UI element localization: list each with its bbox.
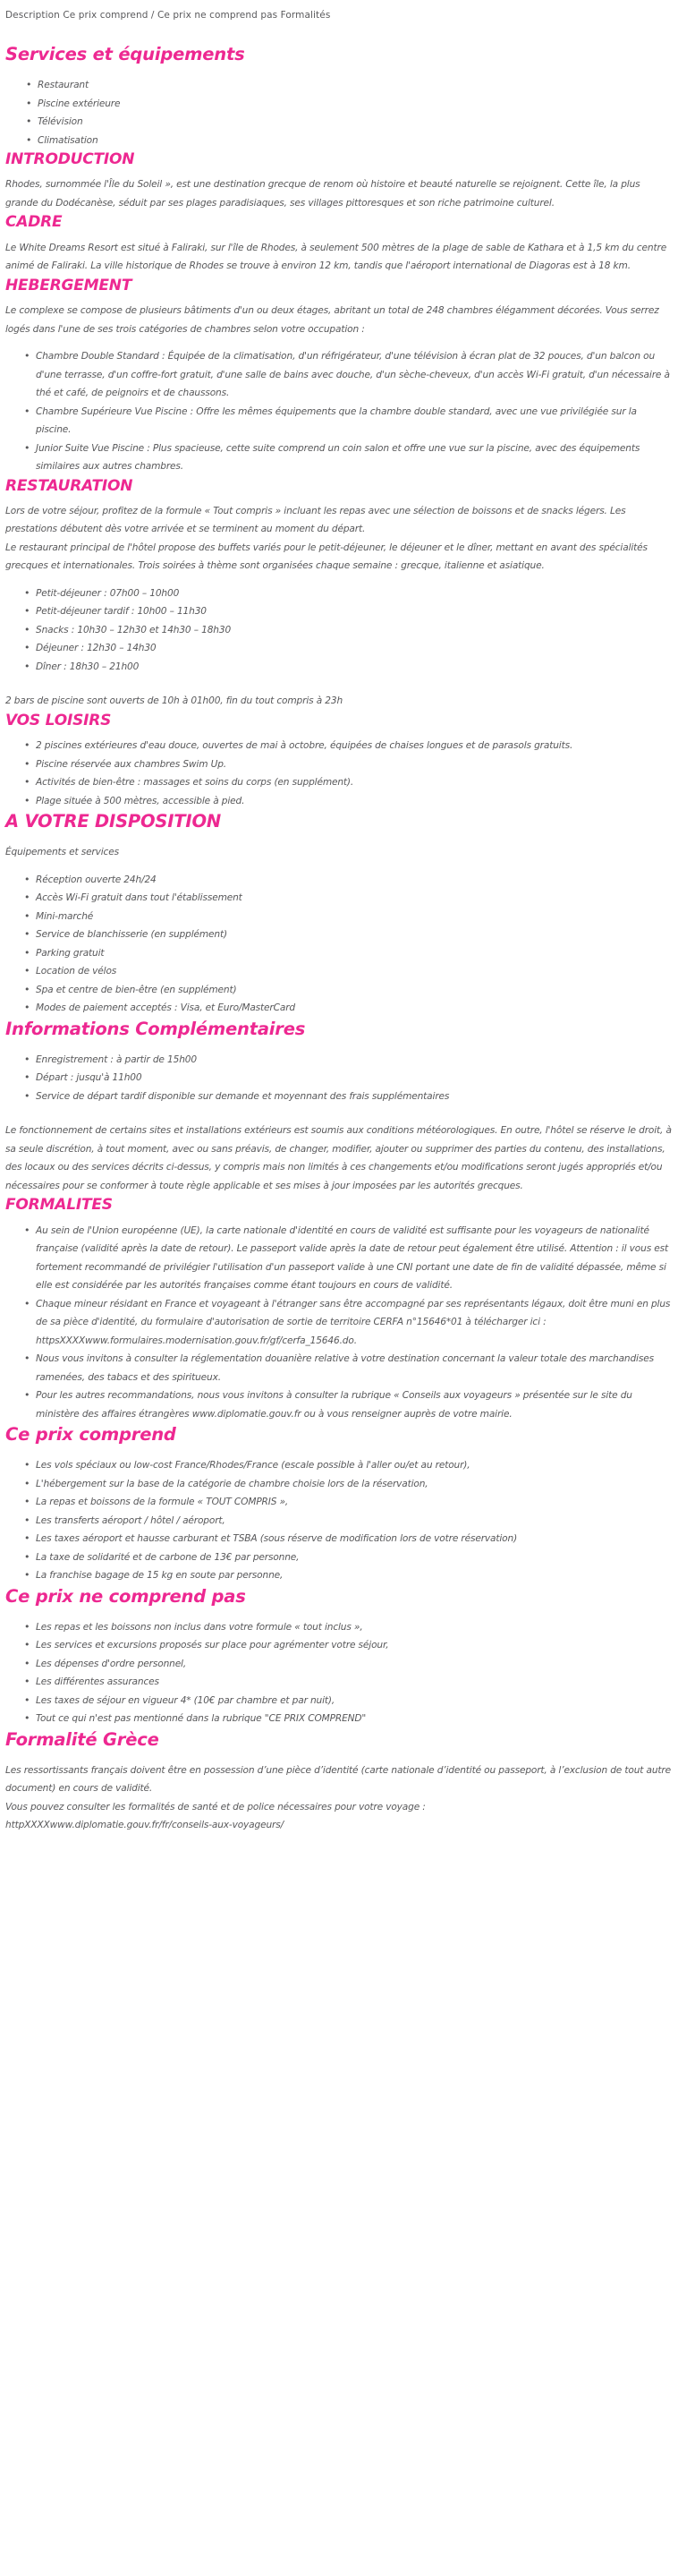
section-disposition xyxy=(5,812,673,1018)
list-item: • Chambre Supérieure Vue Piscine : Offre les mêmes équipements que la chambre double standard, avec une vue privilégiée sur la piscine. xyxy=(36,403,673,439)
list-item: • Service de départ tardif disponible sur demande et moyennant des frais supplémentaires xyxy=(36,1088,673,1106)
formalites-list xyxy=(5,1222,673,1424)
section-heading-formalite-grece: Formalité Grèce xyxy=(5,1728,159,1750)
section-introduction xyxy=(5,151,673,212)
list-item: • Les services et excursions proposés sur place pour agrémenter votre séjour, xyxy=(36,1636,673,1655)
section-heading-introduction: INTRODUCTION xyxy=(5,150,135,169)
prix-ne-comprend-pas-list xyxy=(5,1618,673,1728)
list-item: • Plage située à 500 mètres, accessible à pied. xyxy=(36,792,673,811)
paragraph: Vous pouvez consulter les formalités de santé et de police nécessaires pour votre voyage : xyxy=(5,1801,426,1813)
section-heading-hebergement: HEBERGEMENT xyxy=(5,276,132,294)
section-restauration xyxy=(5,478,673,711)
list-item: • La repas et boissons de la formule « TOUT COMPRIS », xyxy=(36,1493,673,1512)
list-item: • Chaque mineur résidant en France et voyageant à l'étranger sans être accompagné par ses représentants légaux, doit être muni en plus de sa pièce d'identité, du formulaire d'autorisation de sortie de territoire CERFA n°15646*01 à télécharger ici : httpsXXXXwww.formulaires.modernisation.gouv.fr/gf/cerfa_15646.do. xyxy=(36,1295,673,1351)
list-item: • Petit-déjeuner : 07h00 – 10h00 xyxy=(36,584,673,603)
list-item: • Piscine extérieure xyxy=(38,95,673,114)
restauration-footnote: 2 bars de piscine sont ouverts de 10h à 01h00, fin du tout compris à 23h xyxy=(5,695,343,707)
section-prix-ne-comprend-pas xyxy=(5,1587,673,1728)
section-prix-comprend xyxy=(5,1425,673,1585)
list-item: • Enregistrement : à partir de 15h00 xyxy=(36,1051,673,1070)
disposition-subtitle: Équipements et services xyxy=(5,847,119,858)
infos-list xyxy=(5,1051,673,1106)
list-item: • Les dépenses d'ordre personnel, xyxy=(36,1655,673,1674)
breadcrumb: Description Ce prix comprend / Ce prix ne comprend pas Formalités xyxy=(5,10,331,21)
section-heading-cadre: CADRE xyxy=(5,213,63,232)
list-item: • Pour les autres recommandations, nous vous invitons à consulter la rubrique « Conseils aux voyageurs » présentée sur le site du ministère des affaires étrangères www.diplomatie.gouv.fr ou à vous renseigner auprès de votre mairie. xyxy=(36,1386,673,1423)
paragraph: Le restaurant principal de l'hôtel propose des buffets variés pour le petit-déjeuner, le déjeuner et le dîner, mettant en avant des spécialités grecques et internationales. Trois soirées à thème sont organisées chaque semaine : grecque, italienne et asiatique. xyxy=(5,542,648,572)
diplomatie-link[interactable]: httpXXXXwww.diplomatie.gouv.fr/fr/conseils-aux-voyageurs/ xyxy=(5,1820,284,1831)
list-item: • Au sein de l'Union européenne (UE), la carte nationale d'identité en cours de validité est suffisante pour les voyageurs de nationalité française (validité après la date de retour). Le passeport valide après la date de retour peut également être utilisé. Attention : il vous est fortement recommandé de privilégier l'utilisation d'un passeport valide à une CNI portant une date de fin de validité dépassée, même si elle est considérée par les autorités françaises comme étant toujours en cours de validité. xyxy=(36,1222,673,1295)
list-item: • Junior Suite Vue Piscine : Plus spacieuse, cette suite comprend un coin salon et offre une vue sur la piscine, avec des équipements similaires aux autres chambres. xyxy=(36,439,673,476)
section-loisirs xyxy=(5,712,673,810)
paragraph: Lors de votre séjour, profitez de la formule « Tout compris » incluant les repas avec une sélection de boissons et de snacks légers. Les prestations débutent dès votre arrivée et se terminent au moment du départ. xyxy=(5,505,626,535)
section-cadre xyxy=(5,214,673,275)
list-item: • Activités de bien-être : massages et soins du corps (en supplément). xyxy=(36,773,673,792)
section-infos-complementaires xyxy=(5,1019,673,1196)
services-list xyxy=(5,76,673,149)
list-item: • Service de blanchisserie (en supplément) xyxy=(36,925,673,944)
section-services xyxy=(5,45,673,149)
list-item: • Réception ouverte 24h/24 xyxy=(36,871,673,890)
paragraph: Rhodes, surnommée l'Île du Soleil », est une destination grecque de renom où histoire et beauté naturelle se rejoignent. Cette île, la plus grande du Dodécanèse, séduit par ses plages paradisiaques, ses villages pittoresques et son riche patrimoine culturel. xyxy=(5,179,640,209)
list-item: • Les transferts aéroport / hôtel / aéroport, xyxy=(36,1512,673,1531)
section-heading-loisirs: VOS LOISIRS xyxy=(5,711,112,729)
list-item: • L'hébergement sur la base de la catégorie de chambre choisie lors de la réservation, xyxy=(36,1475,673,1494)
list-item: • Restaurant xyxy=(38,76,673,95)
paragraph: Le White Dreams Resort est situé à Faliraki, sur l'île de Rhodes, à seulement 500 mètres de la plage de sable de Kathara et à 1,5 km du centre animé de Faliraki. La ville historique de Rhodes se trouve à environ 12 km, tandis que l'aéroport international de Diagoras est à 18 km. xyxy=(5,242,667,272)
list-item: • Les vols spéciaux ou low-cost France/Rhodes/France (escale possible à l'aller ou/et au retour), xyxy=(36,1456,673,1475)
section-heading-infos-complementaires: Informations Complémentaires xyxy=(5,1018,306,1039)
disposition-list xyxy=(5,871,673,1018)
list-item: • Les taxes aéroport et hausse carburant et TSBA (sous réserve de modification lors de votre réservation) xyxy=(36,1530,673,1548)
list-item: • 2 piscines extérieures d'eau douce, ouvertes de mai à octobre, équipées de chaises longues et de parasols gratuits. xyxy=(36,737,673,755)
section-heading-services: Services et équipements xyxy=(5,44,245,64)
list-item: • La taxe de solidarité et de carbone de 13€ par personne, xyxy=(36,1548,673,1567)
prix-comprend-list xyxy=(5,1456,673,1585)
section-heading-disposition: A VOTRE DISPOSITION xyxy=(5,811,221,832)
list-item: • Départ : jusqu'à 11h00 xyxy=(36,1069,673,1088)
restauration-schedule-list xyxy=(5,584,673,677)
paragraph: Les ressortissants français doivent être en possession d’une pièce d’identité (carte nationale d’identité ou passeport, à l’exclusion de tout autre document) en cours de validité. xyxy=(5,1764,671,1795)
section-heading-formalites: FORMALITES xyxy=(5,1196,113,1215)
list-item: • Tout ce qui n'est pas mentionné dans la rubrique "CE PRIX COMPREND" xyxy=(36,1710,673,1728)
list-item: • Dîner : 18h30 – 21h00 xyxy=(36,658,673,677)
list-item: • Climatisation xyxy=(38,132,673,150)
list-item: • Les taxes de séjour en vigueur 4* (10€ par chambre et par nuit), xyxy=(36,1692,673,1710)
list-item: • Petit-déjeuner tardif : 10h00 – 11h30 xyxy=(36,602,673,621)
list-item: • La franchise bagage de 15 kg en soute par personne, xyxy=(36,1566,673,1585)
loisirs-list xyxy=(5,737,673,810)
list-item: • Spa et centre de bien-être (en supplément) xyxy=(36,981,673,1000)
list-item: • Chambre Double Standard : Équipée de la climatisation, d'un réfrigérateur, d'une télévision à écran plat de 32 pouces, d'un balcon ou d'une terrasse, d'un coffre-fort gratuit, d'une salle de bains avec douche, d'un sèche-cheveux, d'un accès Wi-Fi gratuit, d'un nécessaire à thé et café, de peignoirs et de chaussons. xyxy=(36,347,673,403)
list-item: • Snacks : 10h30 – 12h30 et 14h30 – 18h30 xyxy=(36,621,673,640)
section-hebergement xyxy=(5,277,673,476)
list-item: • Accès Wi-Fi gratuit dans tout l'établissement xyxy=(36,889,673,908)
hebergement-list xyxy=(5,347,673,476)
section-heading-restauration: RESTAURATION xyxy=(5,476,133,495)
list-item: • Modes de paiement acceptés : Visa, et Euro/MasterCard xyxy=(36,999,673,1018)
section-formalites xyxy=(5,1197,673,1423)
list-item: • Piscine réservée aux chambres Swim Up. xyxy=(36,755,673,774)
paragraph: Le fonctionnement de certains sites et installations extérieurs est soumis aux conditions météorologiques. En outre, l'hôtel se réserve le droit, à sa seule discrétion, à tout moment, avec ou sans préavis, de changer, modifier, ajouter ou supprimer des parties du contenu, des installations, des locaux ou des services décrits ci-dessus, y compris mais non limités à ces changements et/ou modifications seront jugés appropriés et/ou nécessaires pour se conformer à toute règle applicable et ses mises à jour imposées par les autorités grecques. xyxy=(5,1125,672,1191)
section-heading-prix-comprend: Ce prix comprend xyxy=(5,1424,176,1446)
list-item: • Mini-marché xyxy=(36,908,673,926)
list-item: • Télévision xyxy=(38,113,673,132)
list-item: • Nous vous invitons à consulter la réglementation douanière relative à votre destination concernant la valeur totale des marchandises ramenées, des tabacs et des spiritueux. xyxy=(36,1350,673,1386)
list-item: • Les différentes assurances xyxy=(36,1673,673,1692)
list-item: • Parking gratuit xyxy=(36,944,673,963)
section-heading-prix-ne-comprend-pas: Ce prix ne comprend pas xyxy=(5,1585,246,1607)
list-item: • Les repas et les boissons non inclus dans votre formule « tout inclus », xyxy=(36,1618,673,1637)
list-item: • Location de vélos xyxy=(36,962,673,981)
paragraph: Le complexe se compose de plusieurs bâtiments d'un ou deux étages, abritant un total de 248 chambres élégamment décorées. Vous serrez logés dans l'une de ses trois catégories de chambres selon votre occupation : xyxy=(5,305,659,335)
section-formalite-grece xyxy=(5,1730,673,1835)
list-item: • Déjeuner : 12h30 – 14h30 xyxy=(36,639,673,658)
